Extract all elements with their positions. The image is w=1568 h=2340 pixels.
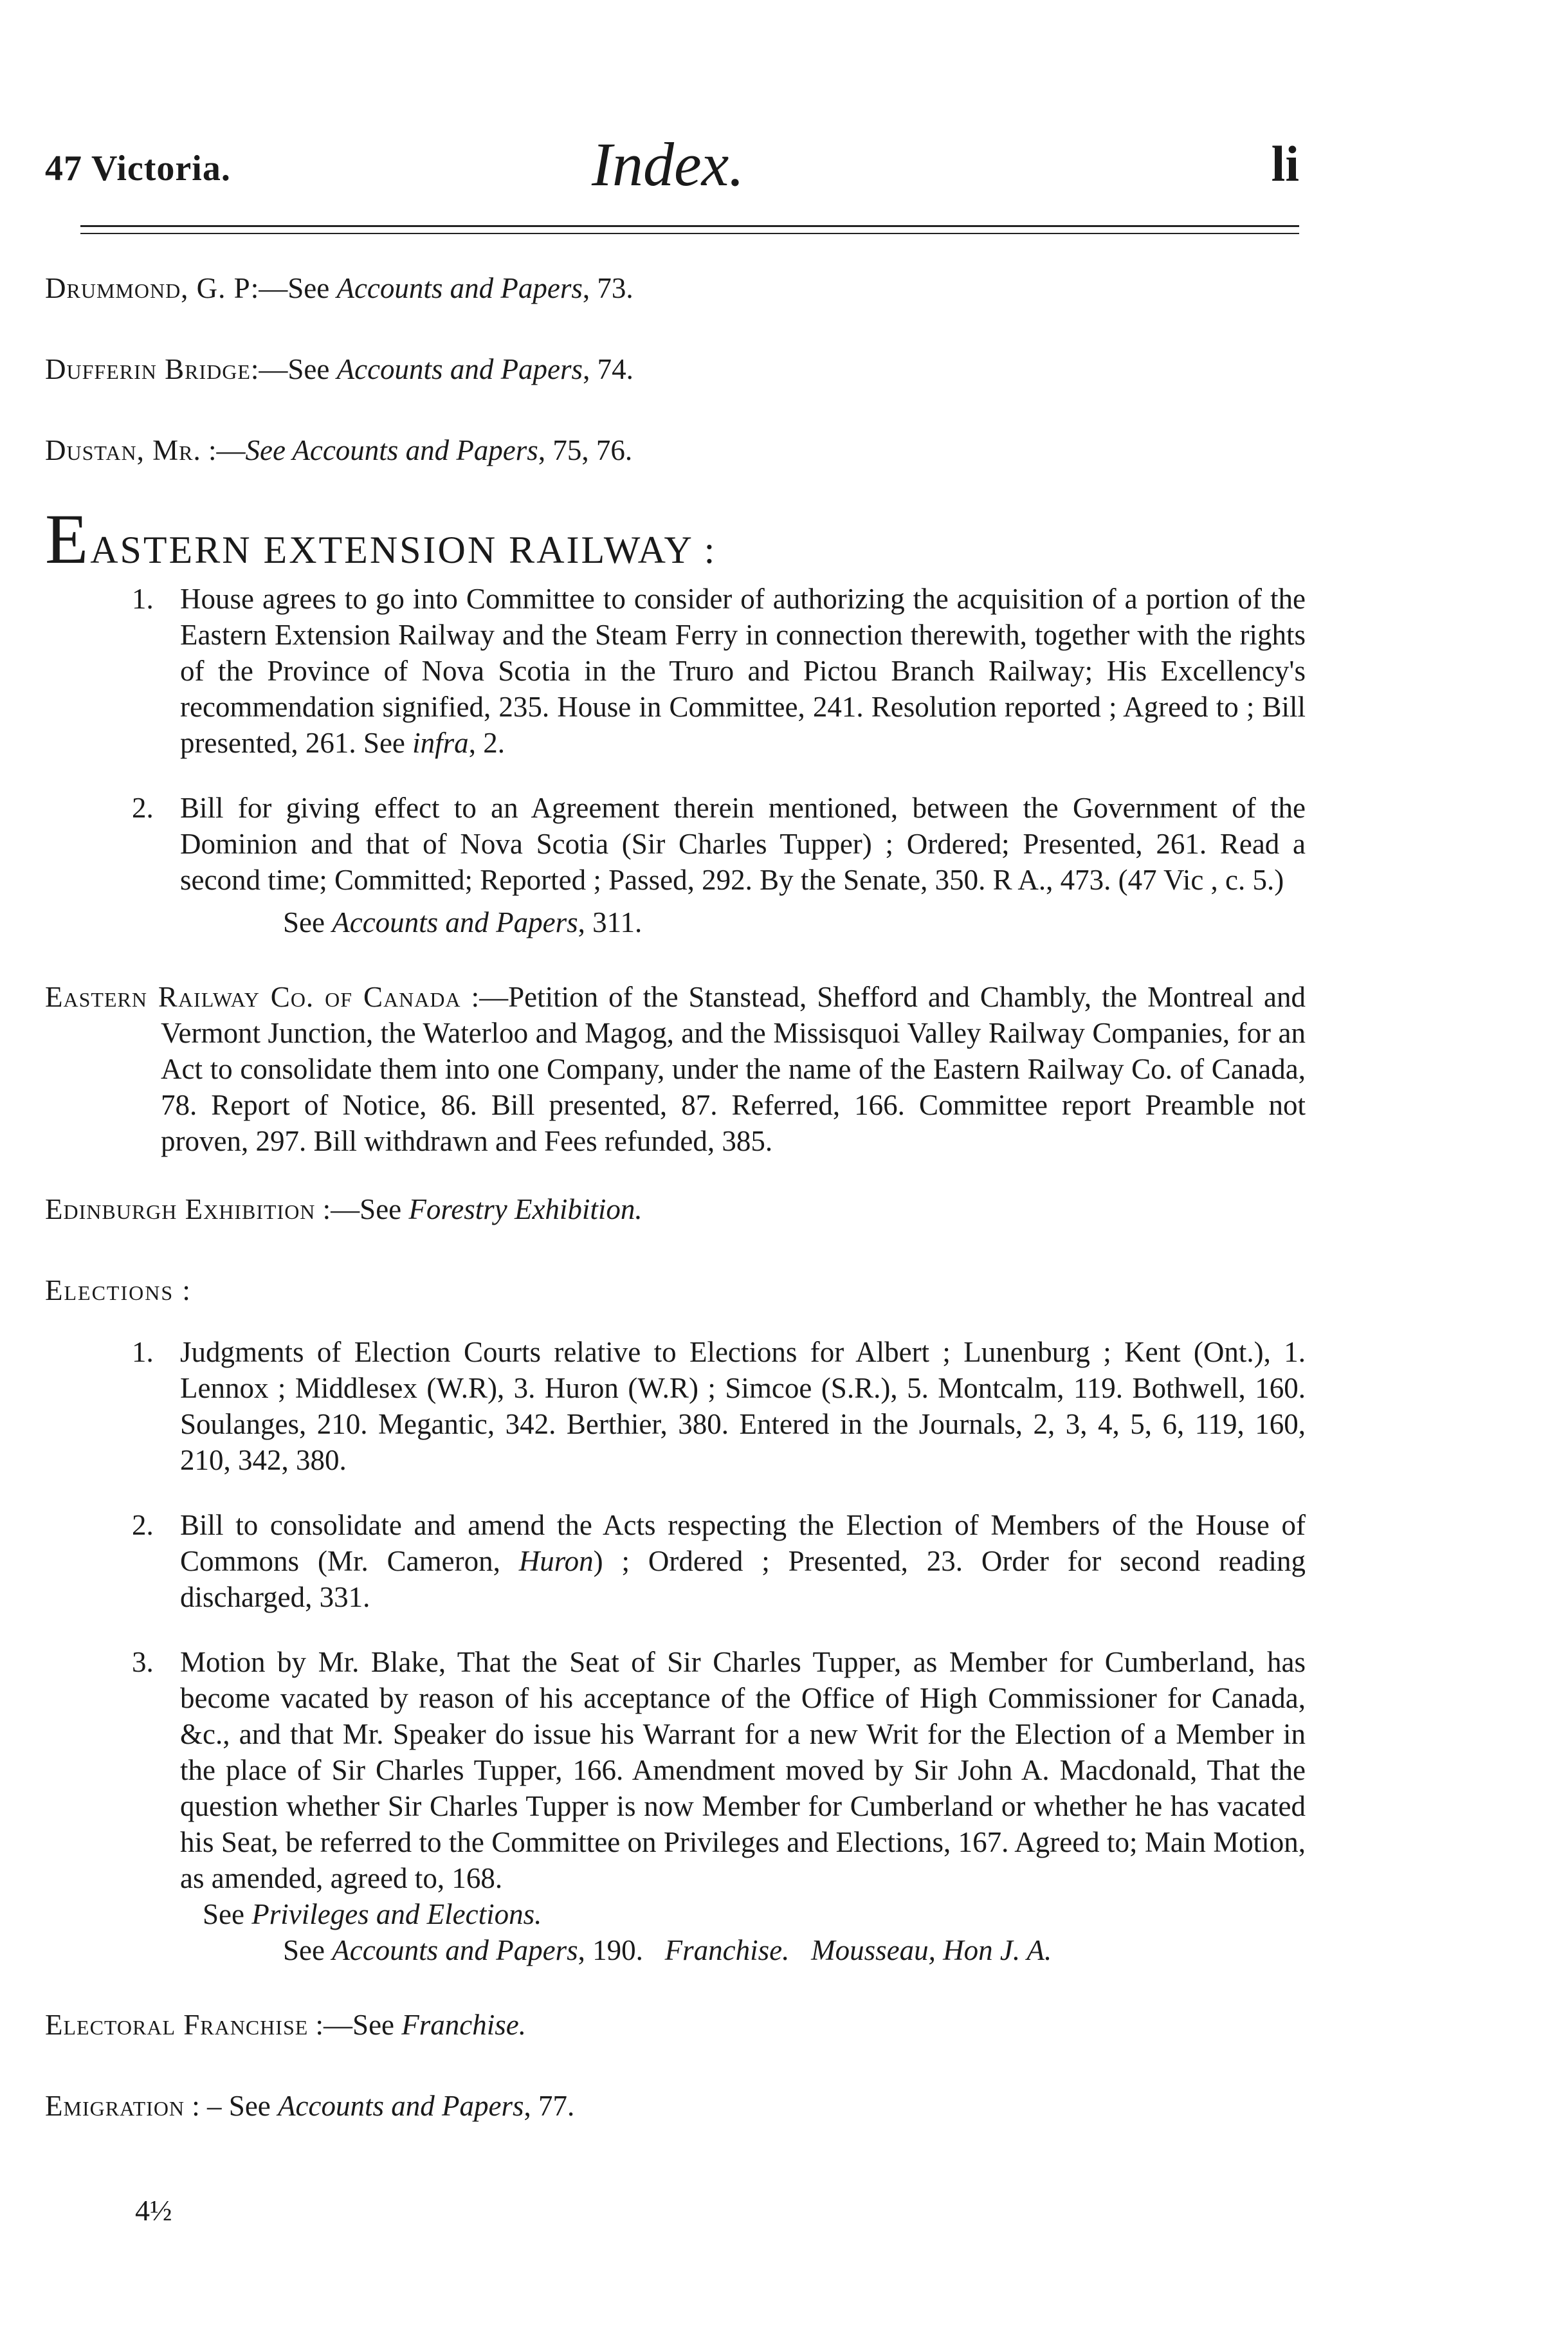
list-item: 1. House agrees to go into Committee to consider of authorizing the acquisition of a portion of the Eastern Extension Railway and the Steam Ferry in connection therewith, together with the rights of the Province of Nova Scotia in the Truro and Pictou Branch Railway; His Excellency's recommendation signified, 235. House in Committee, 241. Resolution reported ; Agreed to ; Bill presented, 261. See infra, 2. <box>45 581 1306 761</box>
cross-reference: Franchise. <box>664 1934 790 1966</box>
heading-eastern-extension-railway: EASTERN EXTENSION RAILWAY : <box>45 500 717 578</box>
header-rule-top <box>80 225 1299 227</box>
headword: Edinburgh Exhibition <box>45 1193 316 1225</box>
index-content <box>45 270 1306 2156</box>
see-also-line: See Accounts and Papers, 190. Franchise. Mousseau, Hon J. A. <box>283 1934 1052 1966</box>
heading-elections: Elections : <box>45 1274 192 1306</box>
cross-reference: Accounts and Papers <box>336 353 583 385</box>
headword: Eastern Railway Co. of Canada <box>45 981 461 1013</box>
entry-edinburgh-exhibition: Edinburgh Exhibition :—See Forestry Exhibition. <box>45 1193 643 1225</box>
drop-cap: E <box>45 500 91 578</box>
item-number: 1. <box>132 583 154 615</box>
entry-dufferin-bridge: Dufferin Bridge:—See Accounts and Papers, 74. <box>45 353 634 385</box>
list-item: 1. Judgments of Election Courts relative to Elections for Albert ; Lunenburg ; Kent (Ont.), 1. Lennox ; Middlesex (W.R), 3. Huron (W.R) ; Simcoe (S.R.), 5. Montcalm, 119. Bothwell, 160. Soulanges, 210. Megantic, 342. Berthier, 380. Entered in the Journals, 2, 3, 4, 5, 6, 119, 160, 210, 342, 380. <box>45 1334 1306 1478</box>
session-label: 47 Victoria. <box>45 149 231 188</box>
page-header <box>45 129 1299 199</box>
cross-reference: Accounts and Papers <box>336 272 583 304</box>
entry-dustan: Dustan, Mr. :—See Accounts and Papers, 75, 76. <box>45 434 633 466</box>
headword: Emigration <box>45 2090 185 2122</box>
cross-reference: Mousseau, Hon J. A. <box>811 1934 1052 1966</box>
cross-reference: Accounts and Papers <box>332 906 578 938</box>
page-title: Index. <box>592 130 745 199</box>
entry-emigration: Emigration : – See Accounts and Papers, 77. <box>45 2090 575 2122</box>
headword: Dufferin Bridge <box>45 353 251 385</box>
cross-reference: Forestry Exhibition. <box>408 1193 643 1225</box>
header-rule-bottom <box>80 233 1299 234</box>
entry-eastern-railway-co: Eastern Railway Co. of Canada :—Petition of the Stanstead, Shefford and Chambly, the Montreal and Vermont Junction, the Waterloo and Magog, and the Missisquoi Valley Railway Companies, for an Act to consolidate them into one Company, under the name of the Eastern Railway Co. of Canada, 78. Report of Notice, 86. Bill presented, 87. Referred, 166. Committee report Preamble not proven, 297. Bill withdrawn and Fees refunded, 385. <box>45 981 1306 1157</box>
cross-reference: Accounts and Papers <box>332 1934 578 1966</box>
page-number: li <box>1271 136 1299 192</box>
list-item: 3. Motion by Mr. Blake, That the Seat of Sir Charles Tupper, as Member for Cumberland, has become vacated by reason of his acceptance of the Office of High Commissioner for Canada, &c., and that Mr. Speaker do issue his Warrant for a new Writ for the Election of a Member in the place of Sir Charles Tupper, 166. Amendment moved by Sir John A. Macdonald, That the question whether Sir Charles Tupper is now Member for Cumberland or whether he has vacated his Seat, be referred to the Committee on Privileges and Elections, 167. Agreed to; Main Motion, as amended, agreed to, 168. <box>45 1644 1306 1896</box>
item-number: 3. <box>132 1646 154 1678</box>
signature-mark: 4½ <box>135 2194 172 2227</box>
list-item: 2. Bill to consolidate and amend the Acts respecting the Election of Members of the House of Commons (Mr. Cameron, Huron) ; Ordered ; Presented, 23. Order for second reading discharged, 331. <box>45 1507 1306 1615</box>
item-number: 2. <box>132 1509 154 1541</box>
cross-reference: Franchise. <box>401 2009 526 2041</box>
cross-reference: See Accounts and Papers <box>245 434 538 466</box>
entry-drummond: Drummond, G. P:—See Accounts and Papers, 73. <box>45 272 634 304</box>
headword: Drummond, G. P <box>45 272 251 304</box>
see-also-line: See Accounts and Papers, 311. <box>283 906 643 938</box>
cross-reference: Accounts and Papers <box>278 2090 524 2122</box>
entry-electoral-franchise: Electoral Franchise :—See Franchise. <box>45 2009 526 2041</box>
headword: Electoral Franchise <box>45 2009 309 2041</box>
item-number: 2. <box>132 792 154 824</box>
headword: Dustan, Mr. <box>45 434 201 466</box>
cross-reference: Privileges and Elections. <box>251 1898 542 1930</box>
list-item: 2. Bill for giving effect to an Agreement therein mentioned, between the Government of the Dominion and that of Nova Scotia (Sir Charles Tupper) ; Ordered; Presented, 261. Read a second time; Committed; Reported ; Passed, 292. By the Senate, 350. R A., 473. (47 Vic , c. 5.) <box>45 790 1306 898</box>
see-also-line: See Privileges and Elections. <box>203 1898 542 1930</box>
item-number: 1. <box>132 1336 154 1368</box>
